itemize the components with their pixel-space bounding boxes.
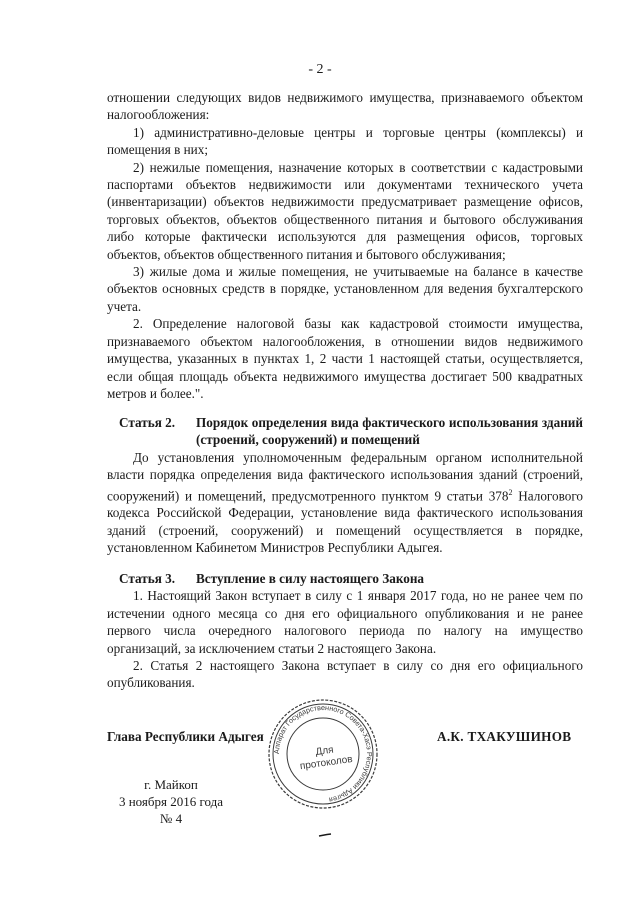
date: 3 ноября 2016 года <box>118 794 224 809</box>
intro-paragraph: отношении следующих видов недвижимого имущества, признаваемого объектом налогообложения: <box>107 90 583 123</box>
article-3-paragraph-2: 2. Статья 2 настоящего Закона вступает в силу со дня его официального опубликования. <box>107 658 583 691</box>
article-3-number: Статья 3. <box>119 571 176 586</box>
ink-mark <box>318 833 332 837</box>
stamp-center-line-2: протоколов <box>299 753 354 773</box>
stamp-center-line-1: Для <box>314 744 335 758</box>
list-item-3: 3) жилые дома и жилые помещения, не учитываемые на балансе в качестве объектов основных средств в порядке, установленном для ведения бухгалтерского учета. <box>107 264 583 314</box>
page-number: - 2 - <box>308 62 332 77</box>
article-2-text <box>107 449 583 557</box>
city: г. Майкоп <box>144 777 198 792</box>
article-3-heading <box>107 570 583 587</box>
article-3-title: Вступление в силу настоящего Закона <box>196 571 425 586</box>
place-date-block <box>108 776 234 827</box>
signatory-position: Глава Республики Адыгея <box>107 729 264 744</box>
article-2-text-part-1: До установления уполномоченным федеральным органом исполнительной власти порядка определения вида фактического использования зданий (строений, сооружений) и помещений, предусмотренного пунктом 9 статьи 378 <box>107 449 583 504</box>
list-item-2: 2) нежилые помещения, назначение которых в соответствии с кадастровыми паспортами объектов недвижимости или документами технического учета (инвентаризации) объектов недвижимости предусматривает размещение офисов, торговых объектов, объектов общественного питания и бытового обслуживания либо которые фактически используются для размещения офисов, торговых объектов, объектов общественного питания и бытового обслуживания; <box>107 159 583 262</box>
article-2-text-part-2: Налогового кодекса Российской Федерации, установление вида фактического использования зданий (строений, сооружений) и помещений осуществляется в порядке, установленном Кабинетом Министров Республики Адыгея. <box>107 488 583 556</box>
article-2 <box>107 414 583 557</box>
round-stamp <box>267 698 379 810</box>
intro-section <box>107 89 583 402</box>
article-2-heading <box>107 414 583 449</box>
part-2-paragraph: 2. Определение налоговой базы как кадастровой стоимости имущества, признаваемого объектом налогообложения, в отношении видов недвижимого имущества, указанных в пунктах 1, 2 части 1 настоящей статьи, осуществляется, если общая площадь объекта недвижимого имущества достигает 500 квадратных метров и более.". <box>107 316 583 401</box>
article-3 <box>107 570 583 692</box>
stamp-ring-text: Аппарат Государственного Совета-Хасэ Республики Адыгея <box>271 702 375 805</box>
article-2-number: Статья 2. <box>119 415 176 430</box>
list-item-1: 1) административно-деловые центры и торговые центры (комплексы) и помещения в них; <box>107 124 583 158</box>
article-3-paragraph-1: 1. Настоящий Закон вступает в силу с 1 января 2017 года, но не ранее чем по истечении одного месяца со дня его официального опубликования и не ранее первого числа очередного налогового периода по налогу на имущество организаций, за исключением статьи 2 настоящего Закона. <box>107 588 583 656</box>
signatory-name: А.К. ТХАКУШИНОВ <box>437 729 572 744</box>
law-number: № 4 <box>159 811 183 826</box>
article-2-superscript: 2 <box>508 487 513 497</box>
article-2-title: Порядок определения вида фактического использования зданий (строений, сооружений) и помещений <box>196 415 583 448</box>
